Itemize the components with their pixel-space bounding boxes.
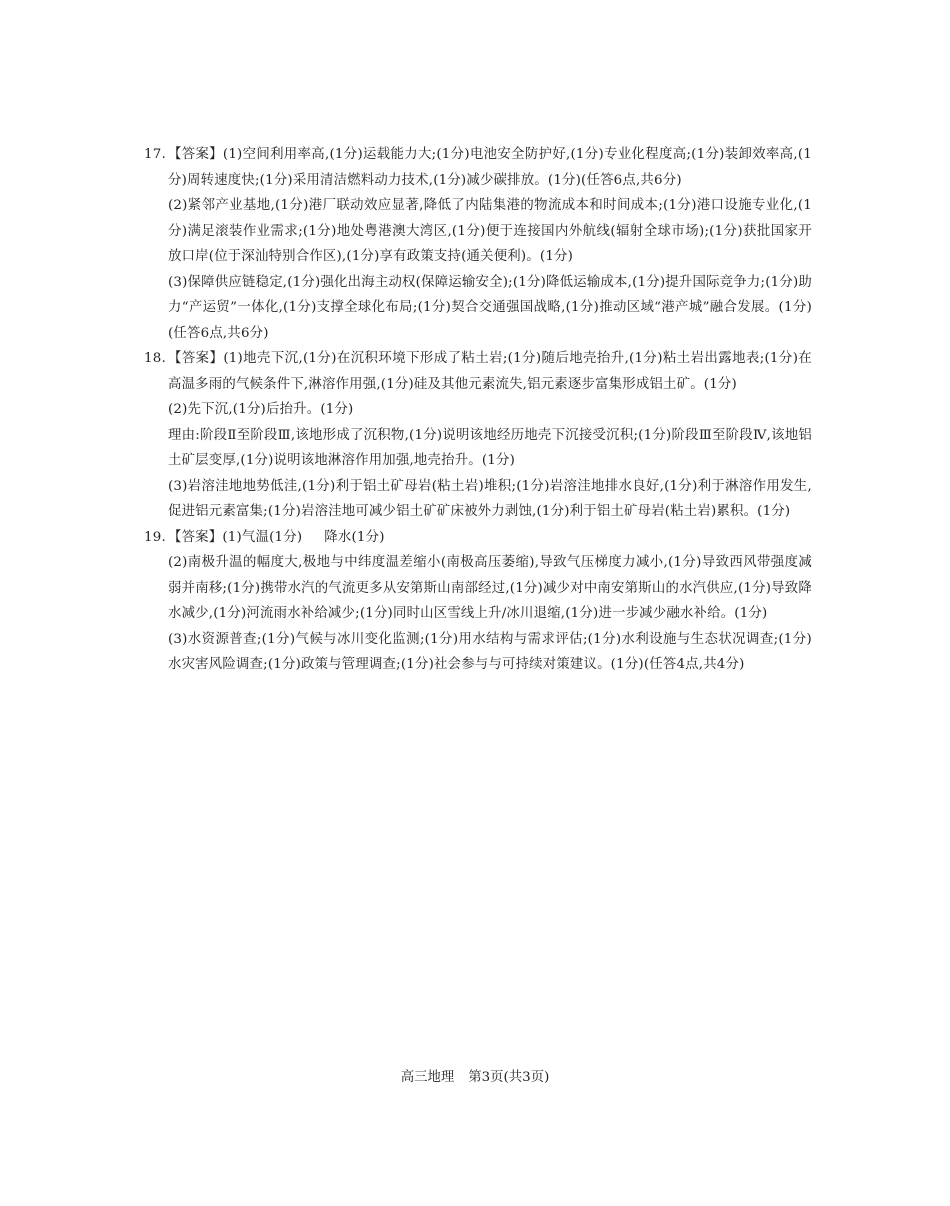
answer-paragraph: (3)保障供应链稳定,(1分)强化出海主动权(保障运输安全);(1分)降低运输成本,(1分)提升国际竞争力;(1分)助力“产运贸”一体化,(1分)支撑全球化布局;(1分)契合交通强国战略,(1分)推动区域“港产城”融合发展。(1分)(任答6点,共6分): [168, 274, 812, 341]
question-number: 17.: [144, 147, 166, 162]
question-number: 19.: [144, 529, 166, 545]
footer-subject: 高三地理: [400, 1070, 455, 1085]
answer-part-temperature: 【答案】(1)气温(1分): [168, 529, 303, 545]
answer-paragraph: 【答案】(1)空间利用率高,(1分)运载能力大;(1分)电池安全防护好,(1分)专业化程度高;(1分)装卸效率高,(1分)周转速度快;(1分)采用清洁燃料动力技术,(1分)减少碳排放。(1分)(任答6点,共6分): [168, 147, 812, 188]
answer-paragraph: (3)水资源普查;(1分)气候与冰川变化监测;(1分)用水结构与需求评估;(1分)水利设施与生态状况调查;(1分)水灾害风险调查;(1分)政策与管理调查;(1分)社会参与与可持续对策建议。(1分)(任答4点,共4分): [168, 631, 812, 672]
question-18: [144, 346, 812, 525]
answer-paragraph: (3)岩溶洼地地势低洼,(1分)利于铝土矿母岩(粘土岩)堆积;(1分)岩溶洼地排水良好,(1分)利于淋溶作用发生,促进铝元素富集;(1分)岩溶洼地可减少铝土矿矿床被外力剥蚀,(1分)利于铝土矿母岩(粘土岩)累积。(1分): [168, 478, 812, 519]
question-17: [144, 142, 812, 346]
question-number: 18.: [144, 351, 166, 366]
answer-paragraph: (2)先下沉,(1分)后抬升。(1分): [168, 402, 354, 417]
footer-page-number: 第3页(共3页): [468, 1070, 550, 1085]
answer-paragraph: 理由:阶段Ⅱ至阶段Ⅲ,该地形成了沉积物,(1分)说明该地经历地壳下沉接受沉积;(1分)阶段Ⅲ至阶段Ⅳ,该地铝土矿层变厚,(1分)说明该地淋溶作用加强,地壳抬升。(1分): [168, 427, 812, 468]
question-19: [144, 525, 812, 678]
answer-content: [144, 142, 812, 678]
answer-first-line: [168, 525, 812, 551]
page-footer: [0, 1068, 950, 1088]
answer-paragraph: (2)南极升温的幅度大,极地与中纬度温差缩小(南极高压萎缩),导致气压梯度力减小,(1分)导致西风带强度减弱并南移;(1分)携带水汽的气流更多从安第斯山南部经过,(1分)减少对中南安第斯山的水汽供应,(1分)导致降水减少,(1分)河流雨水补给减少;(1分)同时山区雪线上升/冰川退缩,(1分)进一步减少融水补给。(1分): [168, 555, 812, 621]
answer-paragraph: 【答案】(1)地壳下沉,(1分)在沉积环境下形成了粘土岩;(1分)随后地壳抬升,(1分)粘土岩出露地表;(1分)在高温多雨的气候条件下,淋溶作用强,(1分)硅及其他元素流失,铝元素逐步富集形成铝土矿。(1分): [168, 351, 812, 392]
answer-paragraph: (2)紧邻产业基地,(1分)港厂联动效应显著,降低了内陆集港的物流成本和时间成本;(1分)港口设施专业化,(1分)满足滚装作业需求;(1分)地处粤港澳大湾区,(1分)便于连接国内外航线(辐射全球市场);(1分)获批国家开放口岸(位于深汕特别合作区),(1分)享有政策支持(通关便利)。(1分): [168, 198, 812, 264]
answer-part-precipitation: 降水(1分): [324, 529, 385, 545]
